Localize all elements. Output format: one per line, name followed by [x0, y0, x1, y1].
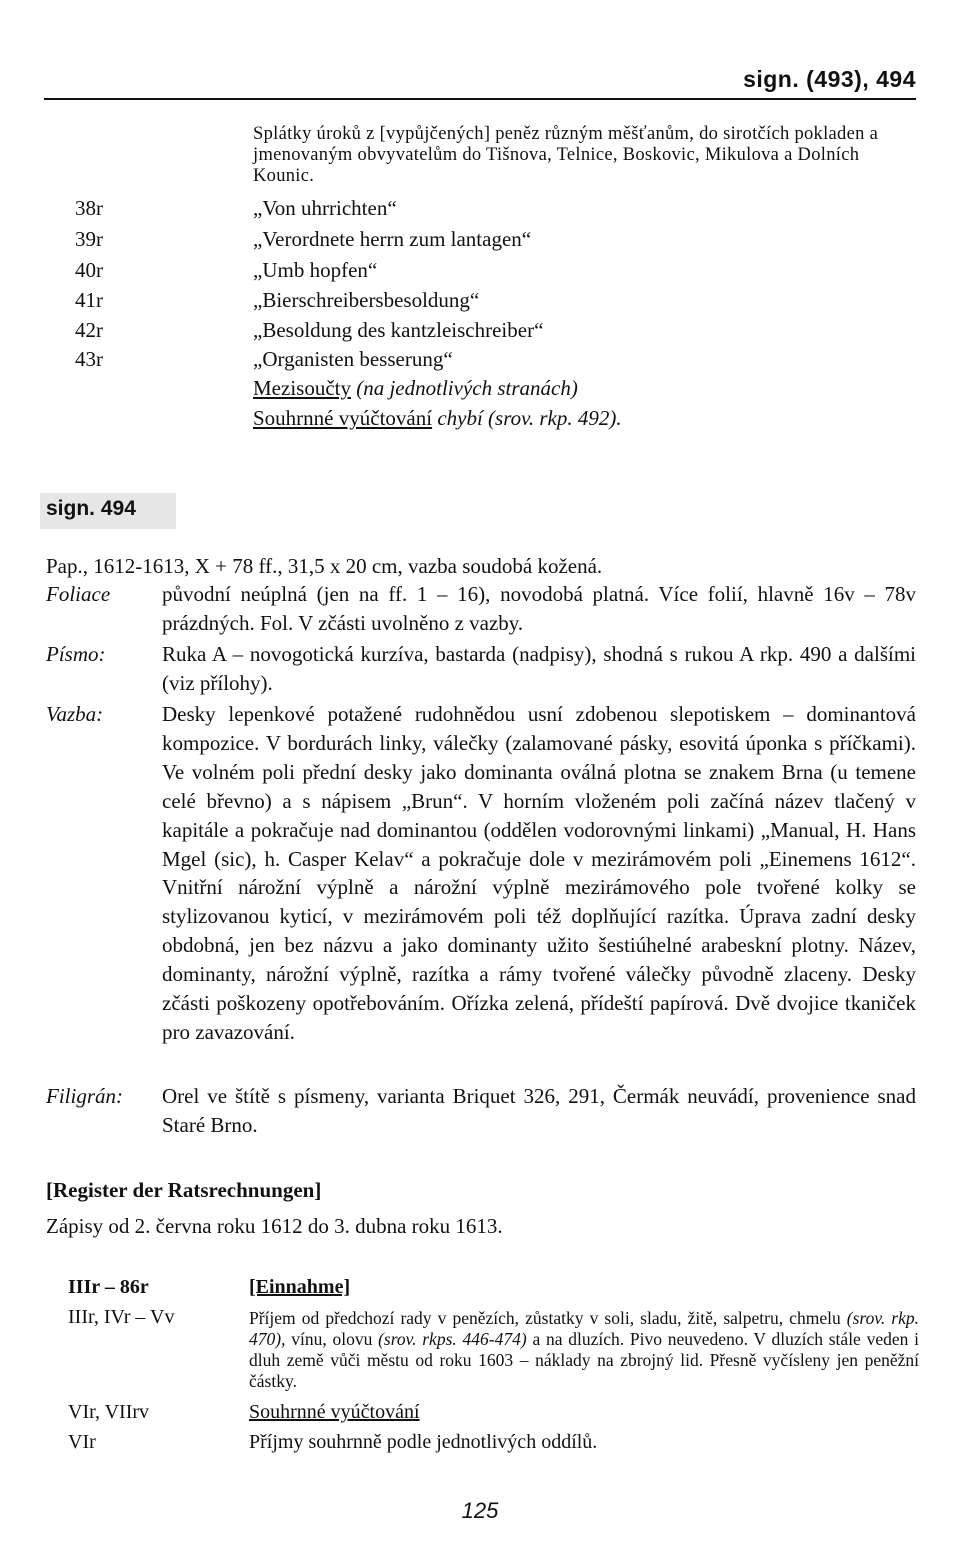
entry-text: „Besoldung des kantzleischreiber“: [253, 318, 544, 342]
entry-text: „Von uhrrichten“: [253, 196, 397, 220]
section-note: [249, 1308, 919, 1392]
entry-text: „Umb hopfen“: [253, 258, 378, 282]
folio-number: 39r: [75, 227, 103, 251]
entry-text: „Verordnete herrn zum lantagen“: [253, 227, 532, 251]
field-text: Desky lepenkové potažené rudohnědou usní zdobenou slepotiskem – dominantová kompozice. V bordurách linky, válečky (zalamované pásky, esovitá úponka s příčkami). Ve volném poli přední desky jako dominanta oválná plotna se znakem Brna (u temene celé břevno) a s nápisem „Brun“. V horním vloženém poli začíná název tlačený v kapitále a pokračuje nad dominantou (oddělen vodorovnými linkami) „Manual, H. Hans Mgel (sic), h. Casper Kelav“ a pokračuje dole v mezirámovém poli „Einemens 1612“. Vnitřní nárožní výplně a nárožní výplně mezirámového pole tvořené kolky se stylizovanou kyticí, v mezirámovém poli též doplňující razítka. Úprava zadní desky obdobná, jen bez názvu a jako dominanty užito šestiúhelné arabeskní plotny. Název, dominanty, nárožní výplně, razítka a rámy tvořené válečky původně zlaceny. Desky zčásti poškozeny opotřebováním. Ořízka zelená, přídeští papírová. Dvě dvojice tkaniček pro zavazování.: [162, 702, 916, 1044]
section-folio: VIr: [68, 1431, 96, 1453]
field-binding: [46, 700, 916, 1047]
note-text: vínu, olovu: [285, 1329, 379, 1349]
field-text: původní neúplná (jen na ff. 1 – 16), novodobá platná. Více folií, hlavně 16v – 78v prázdných. Fol. V zčásti uvolněno z vazby.: [162, 582, 916, 635]
entry-text: „Organisten besserung“: [253, 347, 453, 371]
folio-number: 43r: [75, 347, 103, 371]
header-rule: [44, 98, 916, 100]
physical-description: Pap., 1612-1613, X + 78 ff., 31,5 x 20 cm, vazba soudobá kožená.: [46, 554, 603, 578]
field-label: Písmo:: [46, 642, 106, 666]
field-text: Ruka A – novogotická kurzíva, bastarda (nadpisy), shodná s rukou A rkp. 490 a dalšími (viz přílohy).: [162, 642, 916, 695]
signature-heading: sign. 494: [46, 497, 136, 520]
field-watermark: [46, 1082, 916, 1140]
subtotals-label: Mezisoučty: [253, 376, 351, 400]
folio-number: 40r: [75, 258, 103, 282]
folio-number: 42r: [75, 318, 103, 342]
note-reference: (srov. rkps. 446-474): [378, 1329, 527, 1349]
entry-text: „Bierschreibersbesoldung“: [253, 288, 480, 312]
register-dates: Zápisy od 2. června roku 1612 do 3. dubna roku 1613.: [46, 1214, 503, 1238]
field-label: Filigrán:: [46, 1084, 123, 1108]
section-folio: IIIr – 86r: [68, 1276, 149, 1298]
section-title: Souhrnné vyúčtování: [249, 1401, 420, 1423]
field-script: [46, 640, 916, 698]
running-header-signature: sign. (493), 494: [743, 66, 916, 92]
folio-number: 38r: [75, 196, 103, 220]
section-folio: IIIr, IVr – Vv: [68, 1306, 175, 1328]
section-text: Příjmy souhrnně podle jednotlivých oddílů.: [249, 1431, 598, 1453]
field-label: Vazba:: [46, 702, 104, 726]
section-folio: VIr, VIIrv: [68, 1401, 150, 1423]
note-reference: (srov. rkp. 470),: [249, 1308, 919, 1349]
summary-note: chybí (srov. rkp. 492).: [432, 406, 622, 430]
folio-number: 41r: [75, 288, 103, 312]
field-foliation: [46, 580, 916, 638]
summary-label: Souhrnné vyúčtování: [253, 406, 433, 430]
field-text: Orel ve štítě s písmeny, varianta Briquet 326, 291, Čermák neuvádí, provenience snad Staré Brno.: [162, 1084, 916, 1137]
note-text: Příjem od předchozí rady v penězích, zůstatky v soli, sladu, žitě, salpetru, chmelu: [249, 1308, 847, 1328]
register-title: [Register der Ratsrechnungen]: [46, 1178, 322, 1202]
page-number: 125: [461, 1498, 499, 1523]
subtotals-note: (na jednotlivých stranách): [350, 376, 578, 400]
field-label: Foliace: [46, 582, 111, 606]
section-title: [Einnahme]: [249, 1276, 351, 1298]
note-text: a na dluzích. Pivo neuvedeno. V dluzích stále veden i dluh země vůči městu od roku 1603 – náklady na zbrojný lid. Přesně vyčísleny jen peněžní částky.: [249, 1329, 919, 1391]
intro-summary: Splátky úroků z [vypůjčených] peněz různým měšťanům, do sirotčích pokladen a jmenovaným obvyvatelům do Tišnova, Telnice, Boskovic, Mikulova a Dolních Kounic.: [253, 124, 879, 186]
